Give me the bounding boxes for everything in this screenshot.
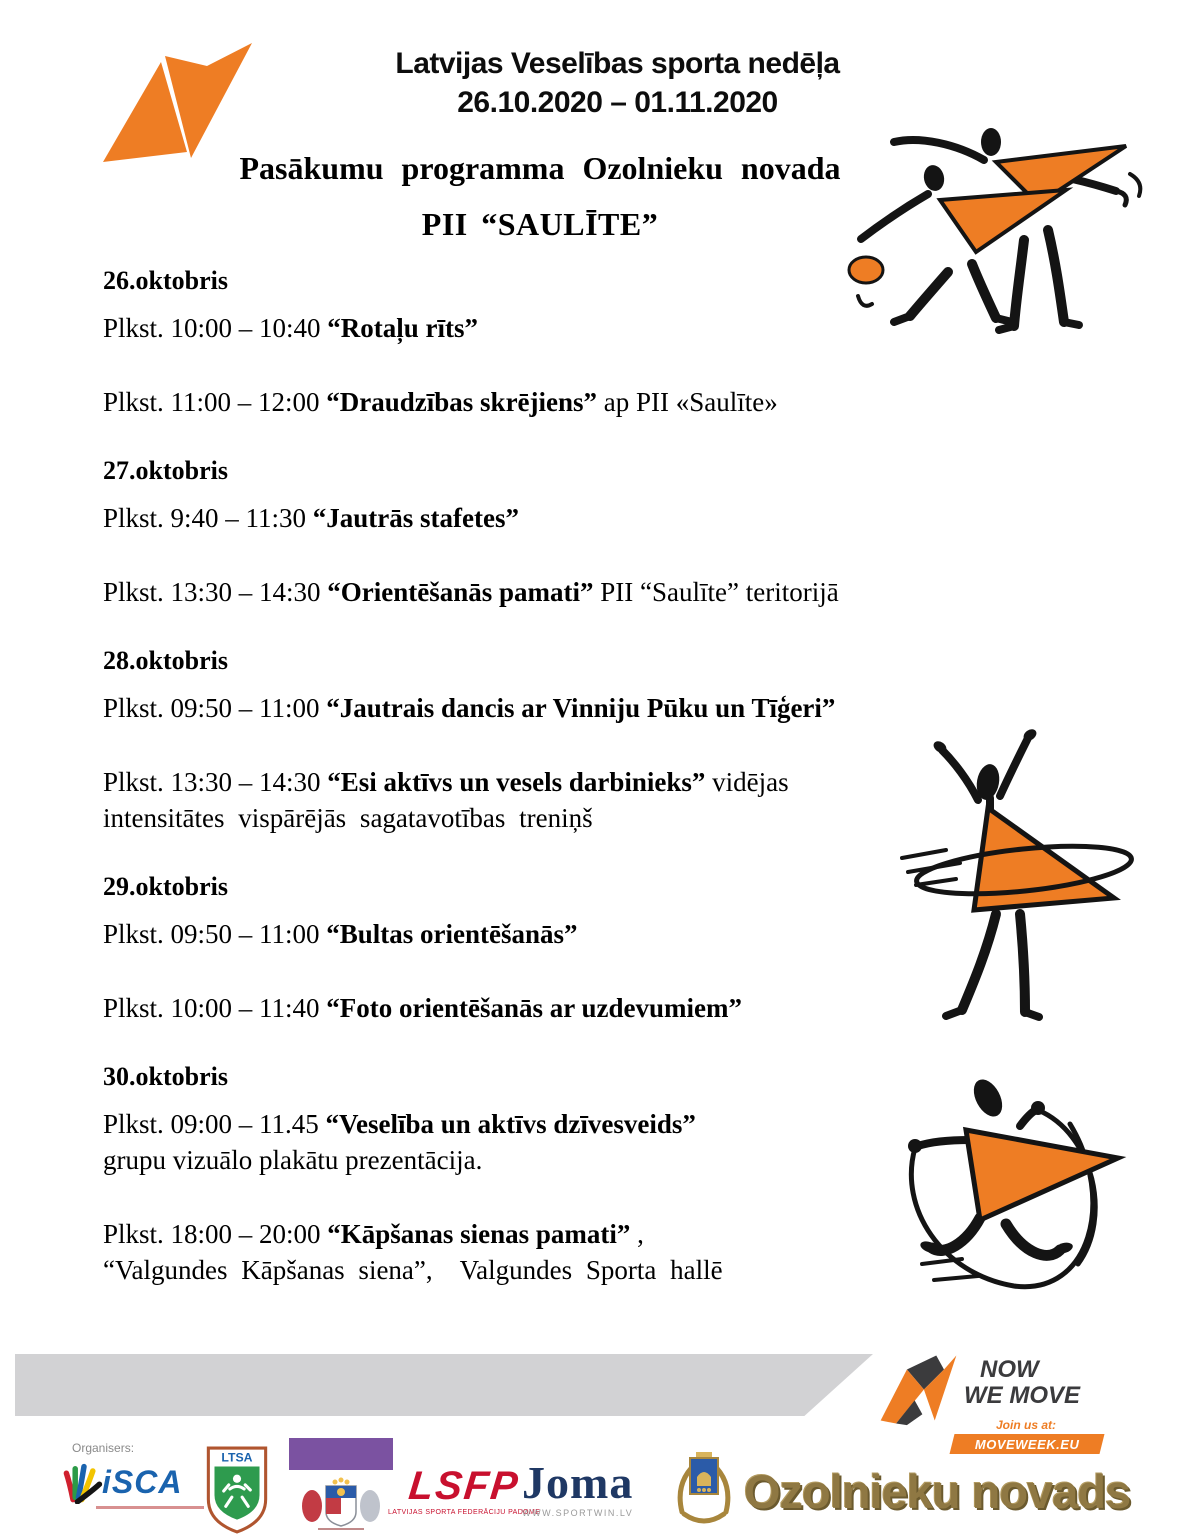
event-entry	[103, 764, 985, 836]
event-title: “Esi aktīvs un vesels darbinieks”	[327, 767, 706, 797]
event-title: “Bultas orientēšanās”	[326, 919, 578, 949]
isca-text: iSCA	[102, 1463, 183, 1500]
event-title: “Jautrais dancis ar Vinniju Pūku un Tīģeri”	[326, 693, 836, 723]
nowwemove-arrow-icon	[876, 1348, 961, 1428]
lsfp-text: LSFP	[406, 1464, 522, 1508]
nowwemove-logo	[876, 1346, 1106, 1456]
event-text: Plkst. 10:00 – 11:40	[103, 993, 327, 1023]
day-heading: 27.oktobris	[103, 456, 228, 485]
event-text: ,	[630, 1219, 644, 1249]
event-title: “Draudzības skrējiens”	[326, 387, 598, 417]
event-title: “Orientēšanās pamati”	[327, 577, 594, 607]
event-text: Plkst. 18:00 – 20:00	[103, 1219, 328, 1249]
day-heading: 26.oktobris	[103, 266, 228, 295]
event-title: “Rotaļu rīts”	[327, 313, 479, 343]
isca-subtext-line	[96, 1506, 204, 1509]
event-text: Plkst. 10:00 – 10:40	[103, 313, 328, 343]
event-text: grupu vizuālo plakātu prezentācija.	[103, 1145, 483, 1175]
moveweek-url: MOVEWEEK.EU	[974, 1436, 1080, 1452]
poster-title: Latvijas Veselības sporta nedēļa	[395, 47, 840, 80]
event-text: Plkst. 09:50 – 11:00	[103, 693, 327, 723]
event-entry	[103, 690, 985, 726]
poster-dates: 26.10.2020 – 01.11.2020	[457, 86, 778, 119]
ozolnieku-text: Ozolnieku novads	[744, 1464, 1131, 1518]
event-title: “Foto orientēšanās ar uzdevumiem”	[326, 993, 742, 1023]
venue-line: PII “SAULĪTE”	[421, 206, 659, 242]
event-text: vidējas	[705, 767, 789, 797]
purple-banner	[289, 1438, 393, 1470]
event-entry	[103, 1106, 985, 1178]
event-text: Plkst. 13:30 – 14:30	[103, 577, 328, 607]
event-entry	[103, 574, 985, 610]
event-text: Plkst. 11:00 – 12:00	[103, 387, 327, 417]
ltsa-logo	[204, 1446, 270, 1534]
event-text: ap PII «Saulīte»	[597, 387, 778, 417]
day-heading: 29.oktobris	[103, 872, 228, 901]
joma-subtext: WWW.SPORTWIN.LV	[522, 1508, 634, 1518]
event-title: “Kāpšanas sienas pamati”	[327, 1219, 631, 1249]
event-entry	[103, 500, 985, 536]
event-entry	[103, 916, 985, 952]
event-entry	[103, 310, 985, 346]
lsfp-subtext: LATVIJAS SPORTA FEDERĀCIJU PADOME	[388, 1509, 541, 1516]
latvia-coat-of-arms-icon	[298, 1474, 384, 1532]
event-title: “Jautrās stafetes”	[312, 503, 519, 533]
ministry-logo	[288, 1438, 394, 1536]
program-line: Pasākumu programma Ozolnieku novada	[239, 150, 841, 186]
poster-header	[330, 44, 905, 122]
isca-hand-icon	[62, 1460, 106, 1504]
footer-gray-bar	[15, 1354, 873, 1416]
day-heading: 28.oktobris	[103, 646, 228, 675]
event-text: PII “Saulīte” teritorijā	[593, 577, 839, 607]
event-text: Plkst. 13:30 – 14:30	[103, 767, 328, 797]
ltsa-text: LTSA	[221, 1450, 253, 1465]
joma-logo	[522, 1457, 634, 1518]
event-entry	[103, 1216, 985, 1288]
nowwemove-text-wemove: WE MOVE	[964, 1382, 1081, 1409]
organisers-label: Organisers:	[72, 1441, 135, 1455]
event-text: “Valgundes Kāpšanas siena”, Valgundes Sporta hallē	[103, 1255, 723, 1285]
lsfp-logo	[388, 1466, 540, 1516]
schedule	[103, 264, 985, 1288]
day-heading: 30.oktobris	[103, 1062, 228, 1091]
event-text: Plkst. 09:00 – 11.45	[103, 1109, 326, 1139]
nowwemove-join-text: Join us at:	[995, 1418, 1056, 1432]
joma-text: Joma	[522, 1457, 634, 1508]
event-text: Plkst. 09:50 – 11:00	[103, 919, 327, 949]
event-entry	[103, 990, 985, 1026]
ozolnieku-crest-icon	[672, 1450, 736, 1532]
isca-logo	[62, 1460, 204, 1509]
event-text: Plkst. 9:40 – 11:30	[103, 503, 313, 533]
event-text: intensitātes vispārējās sagatavotības treniņš	[103, 803, 593, 833]
ozolnieku-novads-logo	[672, 1450, 1130, 1532]
event-title: “Veselība un aktīvs dzīvesveids”	[325, 1109, 696, 1139]
event-entry	[103, 384, 985, 420]
nowwemove-text-now: NOW	[980, 1356, 1039, 1383]
